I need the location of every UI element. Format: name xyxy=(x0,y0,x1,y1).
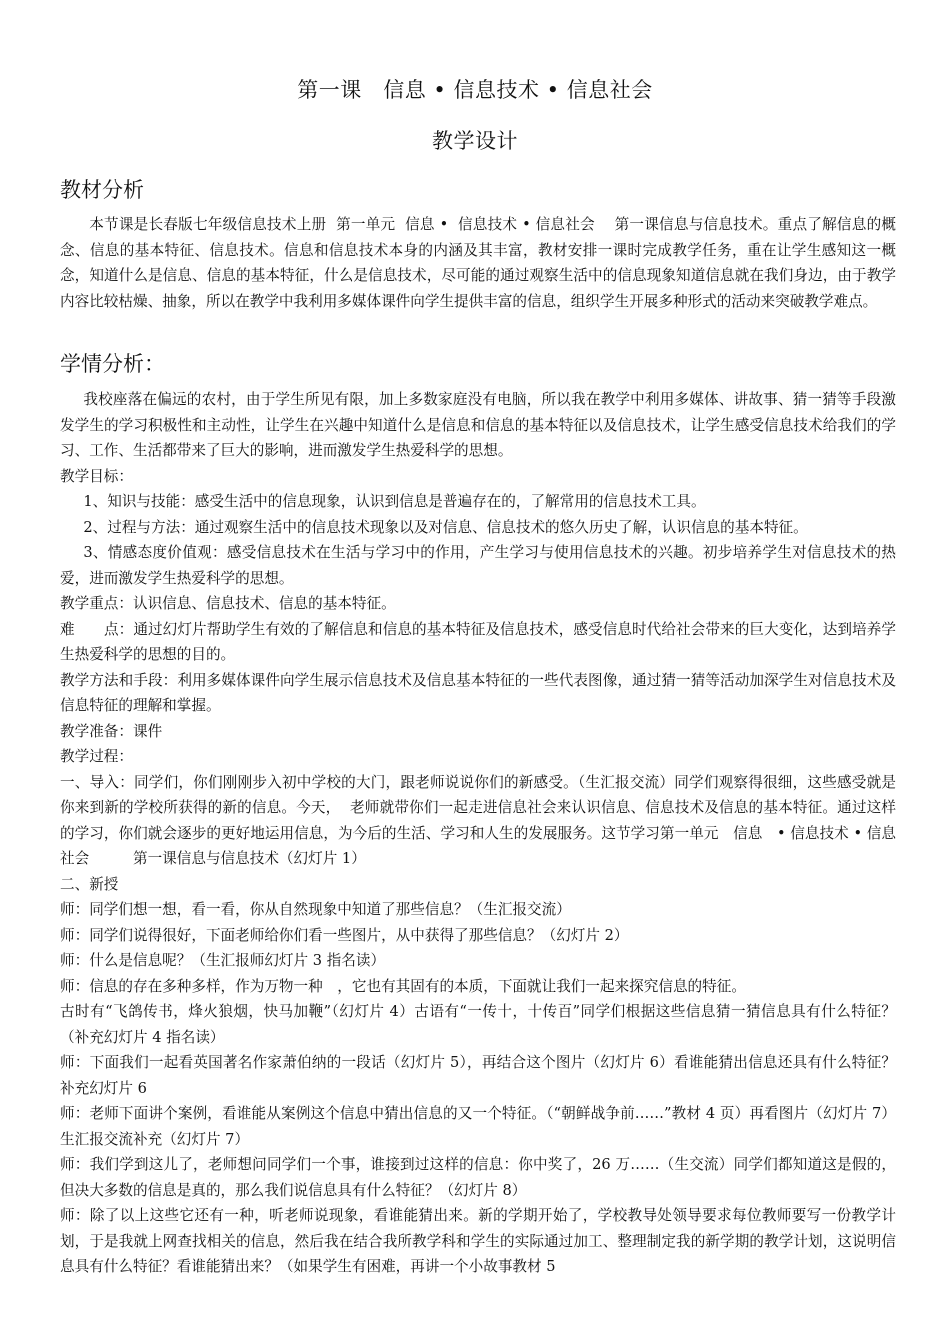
key-point: 教学重点：认识信息、信息技术、信息的基本特征。 xyxy=(60,595,396,612)
section-heading-material: 教材分析 xyxy=(60,178,144,202)
dialogue-line: 师：除了以上这些它还有一种，听老师说现象，看谁能猜出来。新的学期开始了，学校教导处领导要求每位教师要写一份教学计划，于是我就上网查找相关的信息，然后我在结合我所教学科和学生的实际通过加工、整理制定我的新学期的教学计划，这说明信息具有什么特征？看谁能猜出来？（如果学生有困难，再讲一个小故事教材 5 xyxy=(60,1207,896,1275)
difficulty: 难 点：通过幻灯片帮助学生有效的了解信息和信息的基本特征及信息技术，感受信息时代给社会带来的巨大变化，达到培养学生热爱科学的思想的目的。 xyxy=(60,620,896,663)
goal-item: 2、过程与方法：通过观察生活中的信息技术现象以及对信息、信息技术的悠久历史了解，认识信息的基本特征。 xyxy=(83,518,808,536)
intro-paragraph: 一、导入：同学们，你们刚刚步入初中学校的大门，跟老师说说你们的新感受。（生汇报交流）同学们观察得很细，这些感受就是你来到新的学校所获得的新的信息。今天， 老师就带你们一起走进信息社会来认识信息、信息技术及信息的基本特征。通过这样的学习，你们就会逐步的更好地运用信息，为今后的生活、学习和人生的发展服务。这节学习第一单元 信息 • 信息技术 • 信息社会 第一课信息与信息技术（幻灯片 1） xyxy=(60,773,896,867)
goals-label: 教学目标： xyxy=(60,467,133,485)
dialogue-line: 师：什么是信息呢？（生汇报师幻灯片 3 指名读） xyxy=(60,952,386,969)
document-subtitle: 教学设计 xyxy=(432,129,518,153)
section-heading-student: 学情分析： xyxy=(60,352,165,376)
teaching-prep: 教学准备：课件 xyxy=(60,722,163,740)
dialogue-line: 师：信息的存在多种多样，作为万物一种 ，它也有其固有的本质，下面就让我们一起来探究信息的特征。 xyxy=(60,977,746,995)
new-lesson-label: 二、新授 xyxy=(60,875,119,893)
lesson-body-block xyxy=(60,387,896,1280)
teaching-methods: 教学方法和手段：利用多媒体课件向学生展示信息技术及信息基本特征的一些代表图像，通过猜一猜等活动加深学生对信息技术及信息特征的理解和掌握。 xyxy=(60,671,896,714)
goal-item: 3、情感态度价值观：感受信息技术在生活与学习中的作用，产生学习与使用信息技术的兴趣。初步培养学生对信息技术的热爱，进而激发学生热爱科学的思想。 xyxy=(60,544,896,587)
document-title: 第一课 信息 • 信息技术 • 信息社会 xyxy=(297,78,653,102)
student-paragraph: 我校座落在偏远的农村，由于学生所见有限，加上多数家庭没有电脑，所以我在教学中利用多媒体、讲故事、猜一猜等手段激发学生的学习积极性和主动性，让学生在兴趣中知道什么是信息和信息的基本特征以及信息技术，让学生感受信息技术给我们的学习、工作、生活都带来了巨大的影响，进而激发学生热爱科学的思想。 xyxy=(60,391,896,459)
material-paragraph: 本节课是长春版七年级信息技术上册 第一单元 信息 • 信息技术 • 信息社会 第一课信息与信息技术。重点了解信息的概念、信息的基本特征、信息技术。信息和信息技术本身的内涵及其丰富，教材安排一课时完成教学任务，重在让学生感知这一概念，知道什么是信息、信息的基本特征，什么是信息技术，尽可能的通过观察生活中的信息现象知道信息就在我们身边，由于教学内容比较枯燥、抽象，所以在教学中我利用多媒体课件向学生提供丰富的信息，组织学生开展多种形式的活动来突破教学难点。 xyxy=(60,216,896,310)
dialogue-line: 师：同学们说得很好，下面老师给你们看一些图片，从中获得了那些信息？（幻灯片 2） xyxy=(60,926,629,944)
process-label: 教学过程： xyxy=(60,748,133,765)
material-analysis-block xyxy=(60,212,896,314)
dialogue-line: 师：下面我们一起看英国著名作家萧伯纳的一段话（幻灯片 5），再结合这个图片（幻灯片 6）看谁能猜出信息还具有什么特征？补充幻灯片 6 xyxy=(60,1054,896,1097)
dialogue-line: 师：老师下面讲个案例，看谁能从案例这个信息中猜出信息的又一个特征。（“朝鲜战争前……”教材 4 页）再看图片（幻灯片 7）生汇报交流补充（幻灯片 7） xyxy=(60,1105,896,1148)
goal-item: 1、知识与技能：感受生活中的信息现象，认识到信息是普遍存在的，了解常用的信息技术工具。 xyxy=(83,493,706,510)
dialogue-line: 师：我们学到这儿了，老师想问同学们一个事，谁接到过这样的信息：你中奖了，26 万……（生交流）同学们都知道这是假的，但决大多数的信息是真的，那么我们说信息具有什么特征？（幻灯片 8） xyxy=(60,1156,896,1199)
dialogue-line: 古时有“飞鸽传书，烽火狼烟，快马加鞭”（幻灯片 4）古语有“一传十，十传百”同学们根据这些信息猜一猜信息具有什么特征？（补充幻灯片 4 指名读） xyxy=(60,1003,896,1046)
dialogue-line: 师：同学们想一想，看一看，你从自然现象中知道了那些信息？（生汇报交流） xyxy=(60,901,571,918)
